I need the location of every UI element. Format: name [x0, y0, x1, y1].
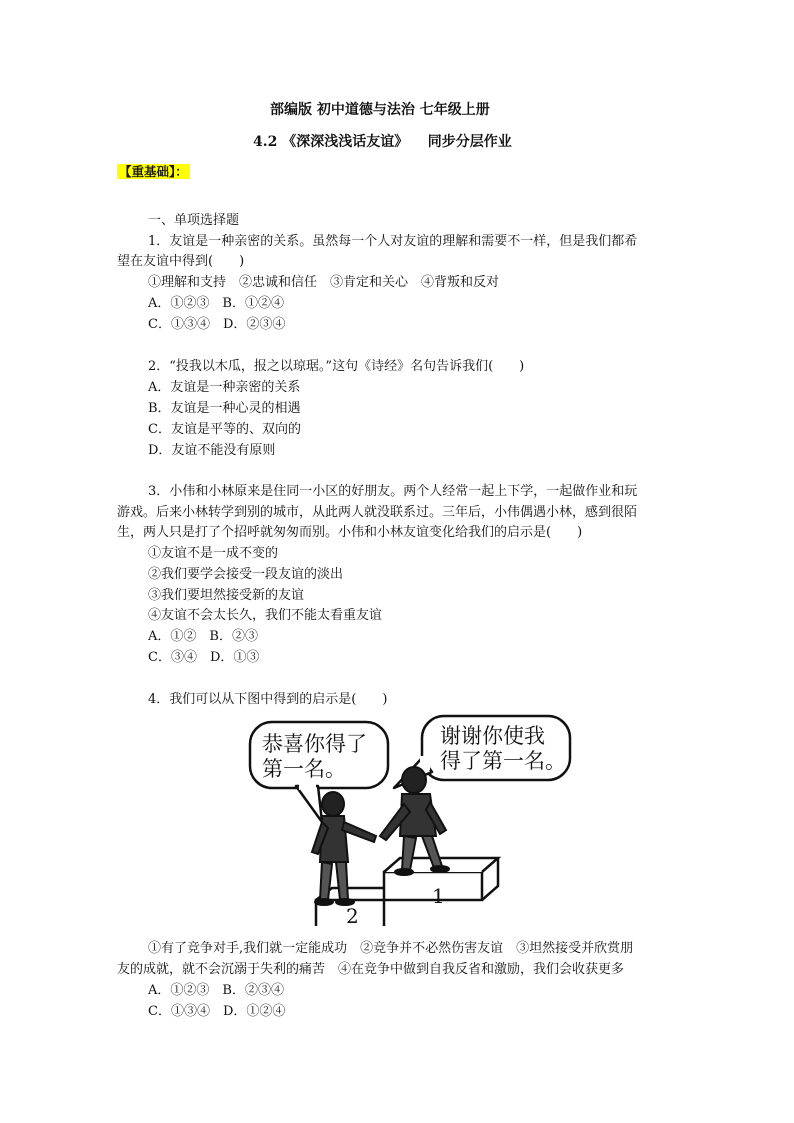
left-bubble-line1: 恭喜你得了	[262, 732, 367, 756]
cartoon-illustration	[244, 712, 574, 926]
section-heading: 一、单项选择题	[148, 213, 240, 228]
q1-options-line2: C．①③④ D．②③④	[148, 317, 286, 332]
q4-statements-line2: 友的成就，就不会沉溺于失利的痛苦 ④在竞争中做到自我反省和激励，我们会收获更多	[117, 962, 625, 977]
q4-options-line2: C．①③④ D．①②④	[148, 1004, 286, 1019]
q3-statement-4: ④友谊不会太长久，我们不能太看重友谊	[148, 608, 383, 623]
q2-option-c: C．友谊是平等的、双向的	[148, 422, 301, 437]
podium-first-label: 1	[432, 884, 445, 908]
right-bubble-line2: 得了第一名。	[440, 749, 566, 773]
section-tag-label: 【重基础】：	[119, 164, 188, 179]
q4-stem: 4．我们可以从下图中得到的启示是( )	[148, 692, 388, 707]
q2-option-a: A．友谊是一种亲密的关系	[148, 380, 301, 395]
q1-stem-line1: 1．友谊是一种亲密的关系。虽然每一个人对友谊的理解和需要不一样，但是我们都希	[148, 234, 638, 249]
section-tag	[117, 163, 190, 182]
right-bubble-line1: 谢谢你使我	[440, 724, 545, 748]
left-bubble-line2: 第一名。	[262, 757, 346, 781]
q1-options-line1: A．①②③ B．①②④	[148, 296, 284, 311]
q2-option-b: B．友谊是一种心灵的相遇	[148, 401, 301, 416]
q3-stem-line1: 3．小伟和小林原来是住同一小区的好朋友。两个人经常一起上下学，一起做作业和玩	[148, 484, 638, 499]
q3-options-line2: C．③④ D．①③	[148, 650, 260, 665]
q3-options-line1: A．①② B．②③	[148, 629, 258, 644]
page-subtitle: 4.2 《深深浅浅话友谊》 同步分层作业	[253, 134, 512, 150]
q2-stem: 2．“投我以木瓜，报之以琼琚。”这句《诗经》名句告诉我们( )	[148, 359, 525, 374]
q3-stem-line2: 游戏。后来小林转学到别的城市，从此两人就没联系过。三年后，小伟偶遇小林，感到很陌	[117, 505, 638, 520]
q2-option-d: D．友谊不能没有原则	[148, 443, 276, 458]
q4-statements-line1: ①有了竞争对手,我们就一定能成功 ②竞争并不必然伤害友谊 ③坦然接受并欣赏朋	[148, 941, 634, 956]
page-title: 部编版 初中道德与法治 七年级上册	[270, 102, 490, 118]
q3-stem-line3: 生，两人只是打了个招呼就匆匆而别。小伟和小林友谊变化给我们的启示是( )	[117, 525, 583, 540]
q3-statement-3: ③我们要坦然接受新的友谊	[148, 588, 305, 603]
q1-stem-line2: 望在友谊中得到( )	[117, 254, 245, 269]
podium-second-label: 2	[346, 904, 359, 928]
q3-statement-1: ①友谊不是一成不变的	[148, 546, 279, 561]
q3-statement-2: ②我们要学会接受一段友谊的淡出	[148, 567, 344, 582]
q4-options-line1: A．①②③ B．②③④	[148, 983, 284, 998]
q1-statements: ①理解和支持 ②忠诚和信任 ③肯定和关心 ④背叛和反对	[148, 275, 500, 290]
